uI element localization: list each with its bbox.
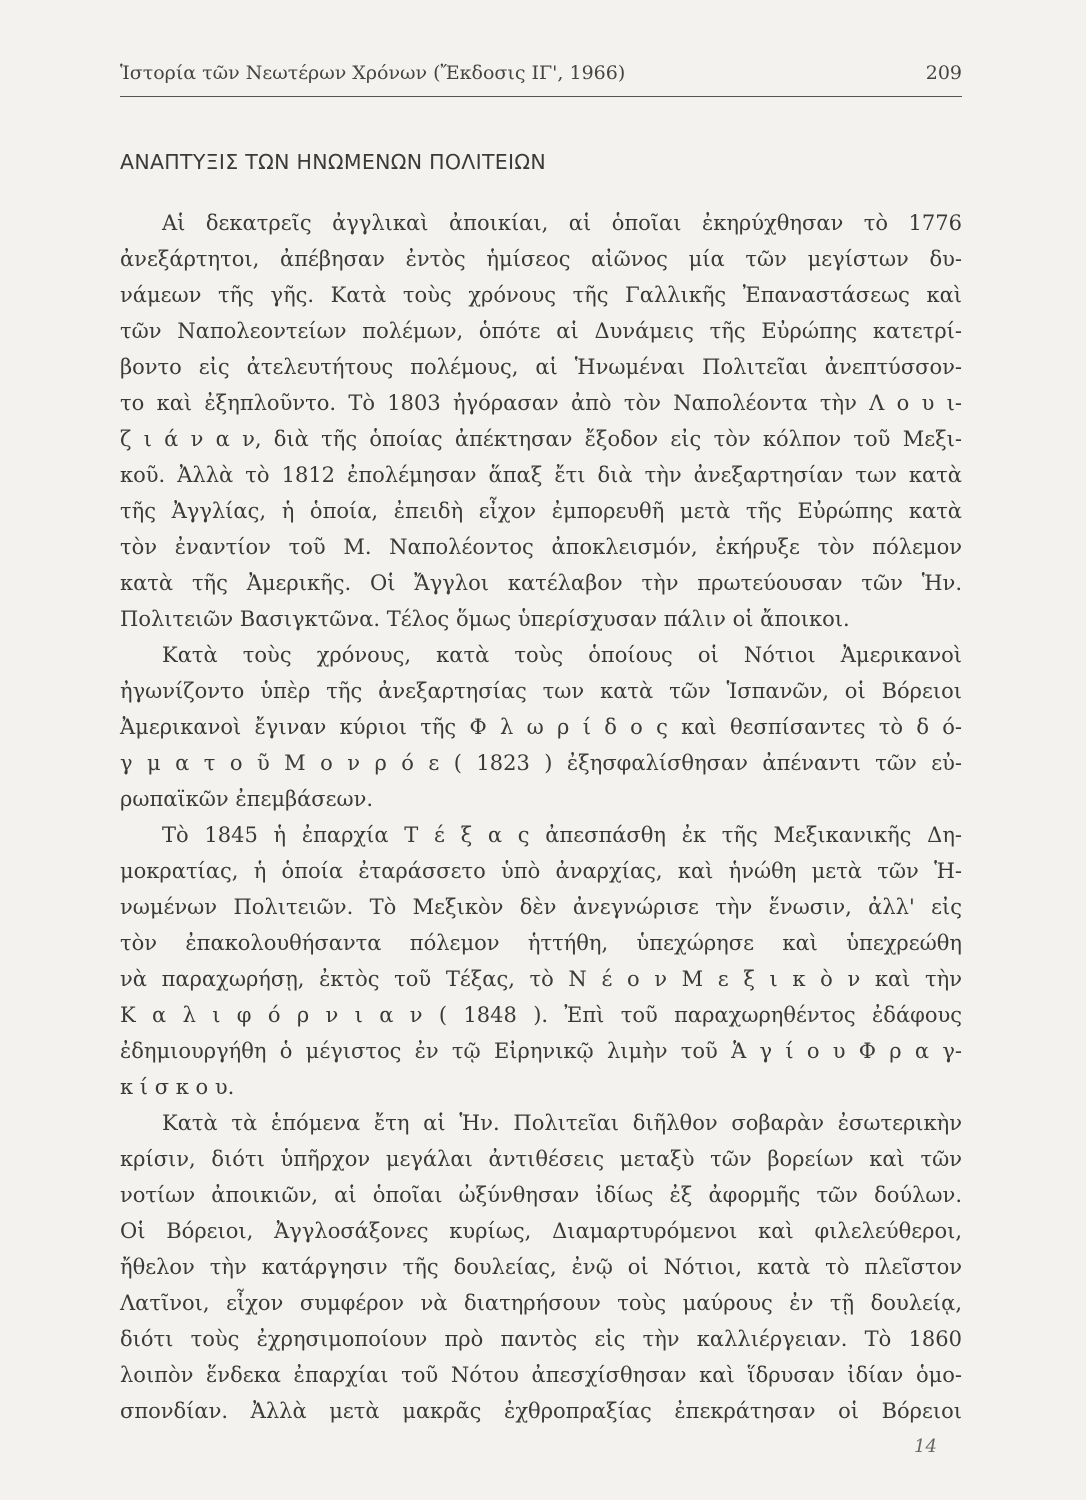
text-line: κοῦ. Ἀλλὰ τὸ 1812 ἐπολέμησαν ἅπαξ ἔτι διὰ τὴν ἀνεξαρτησίαν των κατὰ <box>120 463 962 487</box>
text-line: τὸν ἐπακολουθήσαντα πόλεμον ἡττήθη, ὑπεχώρησε καὶ ὑπεχρεώθη <box>120 931 962 955</box>
header-rule <box>120 96 962 97</box>
text-line: νωμένων Πολιτειῶν. Τὸ Μεξικὸν δὲν ἀνεγνώρισε τὴν ἕνωσιν, ἀλλ' εἰς <box>120 895 962 919</box>
body-text <box>120 205 962 1429</box>
text-line: λοιπὸν ἕνδεκα ἐπαρχίαι τοῦ Νότου ἀπεσχίσθησαν καὶ ἵδρυσαν ἰδίαν ὁμο- <box>120 1363 962 1387</box>
text-line: τῶν Ναπολεοντείων πολέμων, ὁπότε αἱ Δυνάμεις τῆς Εὐρώπης κατετρί- <box>120 319 962 343</box>
text-line: τὸν ἐναντίον τοῦ Μ. Ναπολέοντος ἀποκλεισμόν, ἐκήρυξε τὸν πόλεμον <box>120 535 962 559</box>
text-line: τῆς Ἀγγλίας, ἡ ὁποία, ἐπειδὴ εἶχον ἐμπορευθῆ μετὰ τῆς Εὐρώπης κατὰ <box>120 499 962 523</box>
text-line: νὰ παραχωρήσῃ, ἐκτὸς τοῦ Τέξας, τὸ Ν έ ο ν Μ ε ξ ι κ ὸ ν καὶ τὴν <box>120 967 962 991</box>
text-line: Αἱ δεκατρεῖς ἀγγλικαὶ ἀποικίαι, αἱ ὁποῖαι ἐκηρύχθησαν τὸ 1776 <box>162 211 962 235</box>
text-line: ἠγωνίζοντο ὑπὲρ τῆς ἀνεξαρτησίας των κατὰ τῶν Ἱσπανῶν, οἱ Βόρειοι <box>120 679 962 703</box>
text-line: ἤθελον τὴν κατάργησιν τῆς δουλείας, ἐνῷ οἱ Νότιοι, κατὰ τὸ πλεῖστον <box>120 1255 962 1279</box>
text-line: το καὶ ἐξηπλοῦντο. Τὸ 1803 ἠγόρασαν ἀπὸ τὸν Ναπολέοντα τὴν Λ ο υ ι- <box>120 391 962 415</box>
text-line: Κ α λ ι φ ό ρ ν ι α ν ( 1848 ). Ἐπὶ τοῦ παραχωρηθέντος ἐδάφους <box>120 1003 962 1027</box>
text-line: γ μ α τ ο ῦ Μ ο ν ρ ό ε ( 1823 ) ἐξησφαλίσθησαν ἀπέναντι τῶν εὐ- <box>120 751 962 775</box>
text-line: κρίσιν, διότι ὑπῆρχον μεγάλαι ἀντιθέσεις μεταξὺ τῶν βορείων καὶ τῶν <box>120 1147 962 1171</box>
text-line: Ἀμερικανοὶ ἔγιναν κύριοι τῆς Φ λ ω ρ ί δ ο ς καὶ θεσπίσαντες τὸ δ ό- <box>120 715 962 739</box>
text-line: κατὰ τῆς Ἀμερικῆς. Οἱ Ἄγγλοι κατέλαβον τὴν πρωτεύουσαν τῶν Ἡν. <box>120 571 962 595</box>
text-line: ἀνεξάρτητοι, ἀπέβησαν ἐντὸς ἡμίσεος αἰῶνος μία τῶν μεγίστων δυ- <box>120 247 962 271</box>
text-line: Κατὰ τὰ ἑπόμενα ἔτη αἱ Ἡν. Πολιτεῖαι διῆλθον σοβαρὰν ἐσωτερικὴν <box>162 1111 962 1135</box>
text-line: βοντο εἰς ἀτελευτήτους πολέμους, αἱ Ἡνωμέναι Πολιτεῖαι ἀνεπτύσσον- <box>120 355 962 379</box>
text-line: διότι τοὺς ἐχρησιμοποίουν πρὸ παντὸς εἰς τὴν καλλιέργειαν. Τὸ 1860 <box>120 1327 962 1351</box>
text-line: Κατὰ τοὺς χρόνους, κατὰ τοὺς ὁποίους οἱ Νότιοι Ἀμερικανοὶ <box>162 643 962 667</box>
text-line: Λατῖνοι, εἶχον συμφέρον νὰ διατηρήσουν τοὺς μαύρους ἐν τῇ δουλείᾳ, <box>120 1291 962 1315</box>
section-title: ΑΝΑΠΤΥΞΙΣ ΤΩΝ ΗΝΩΜΕΝΩΝ ΠΟΛΙΤΕΙΩΝ <box>120 150 546 174</box>
text-line: Πολιτειῶν Βασιγκτῶνα. Τέλος ὅμως ὑπερίσχυσαν πάλιν οἱ ἄποικοι. <box>120 607 850 631</box>
page-number: 209 <box>925 62 962 84</box>
text-line: ἐδημιουργήθη ὁ μέγιστος ἐν τῷ Εἰρηνικῷ λιμὴν τοῦ Ἁ γ ί ο υ Φ ρ α γ- <box>120 1039 962 1063</box>
text-line: μοκρατίας, ἡ ὁποία ἐταράσσετο ὑπὸ ἀναρχίας, καὶ ἡνώθη μετὰ τῶν Ἡ- <box>120 859 962 883</box>
running-title: Ἱστορία τῶν Νεωτέρων Χρόνων (Ἔκδοσις ΙΓ', 1966) <box>120 62 626 84</box>
text-line: σπονδίαν. Ἀλλὰ μετὰ μακρᾶς ἐχθροπραξίας ἐπεκράτησαν οἱ Βόρειοι <box>120 1399 962 1423</box>
text-line: νοτίων ἀποικιῶν, αἱ ὁποῖαι ὠξύνθησαν ἰδίως ἐξ ἀφορμῆς τῶν δούλων. <box>120 1183 962 1207</box>
text-line: κ ί σ κ ο υ. <box>120 1075 235 1099</box>
running-head <box>120 62 962 84</box>
text-line: ζ ι ά ν α ν, διὰ τῆς ὁποίας ἀπέκτησαν ἔξοδον εἰς τὸν κόλπον τοῦ Μεξι- <box>120 427 962 451</box>
text-line: Τὸ 1845 ἡ ἐπαρχία Τ έ ξ α ς ἀπεσπάσθη ἐκ τῆς Μεξικανικῆς Δη- <box>162 823 962 847</box>
text-line: Οἱ Βόρειοι, Ἀγγλοσάξονες κυρίως, Διαμαρτυρόμενοι καὶ φιλελεύθεροι, <box>120 1219 962 1243</box>
text-line: ρωπαϊκῶν ἐπεμβάσεων. <box>120 787 374 811</box>
signature-folio: 14 <box>914 1436 937 1457</box>
text-line: νάμεων τῆς γῆς. Κατὰ τοὺς χρόνους τῆς Γαλλικῆς Ἐπαναστάσεως καὶ <box>120 283 962 307</box>
